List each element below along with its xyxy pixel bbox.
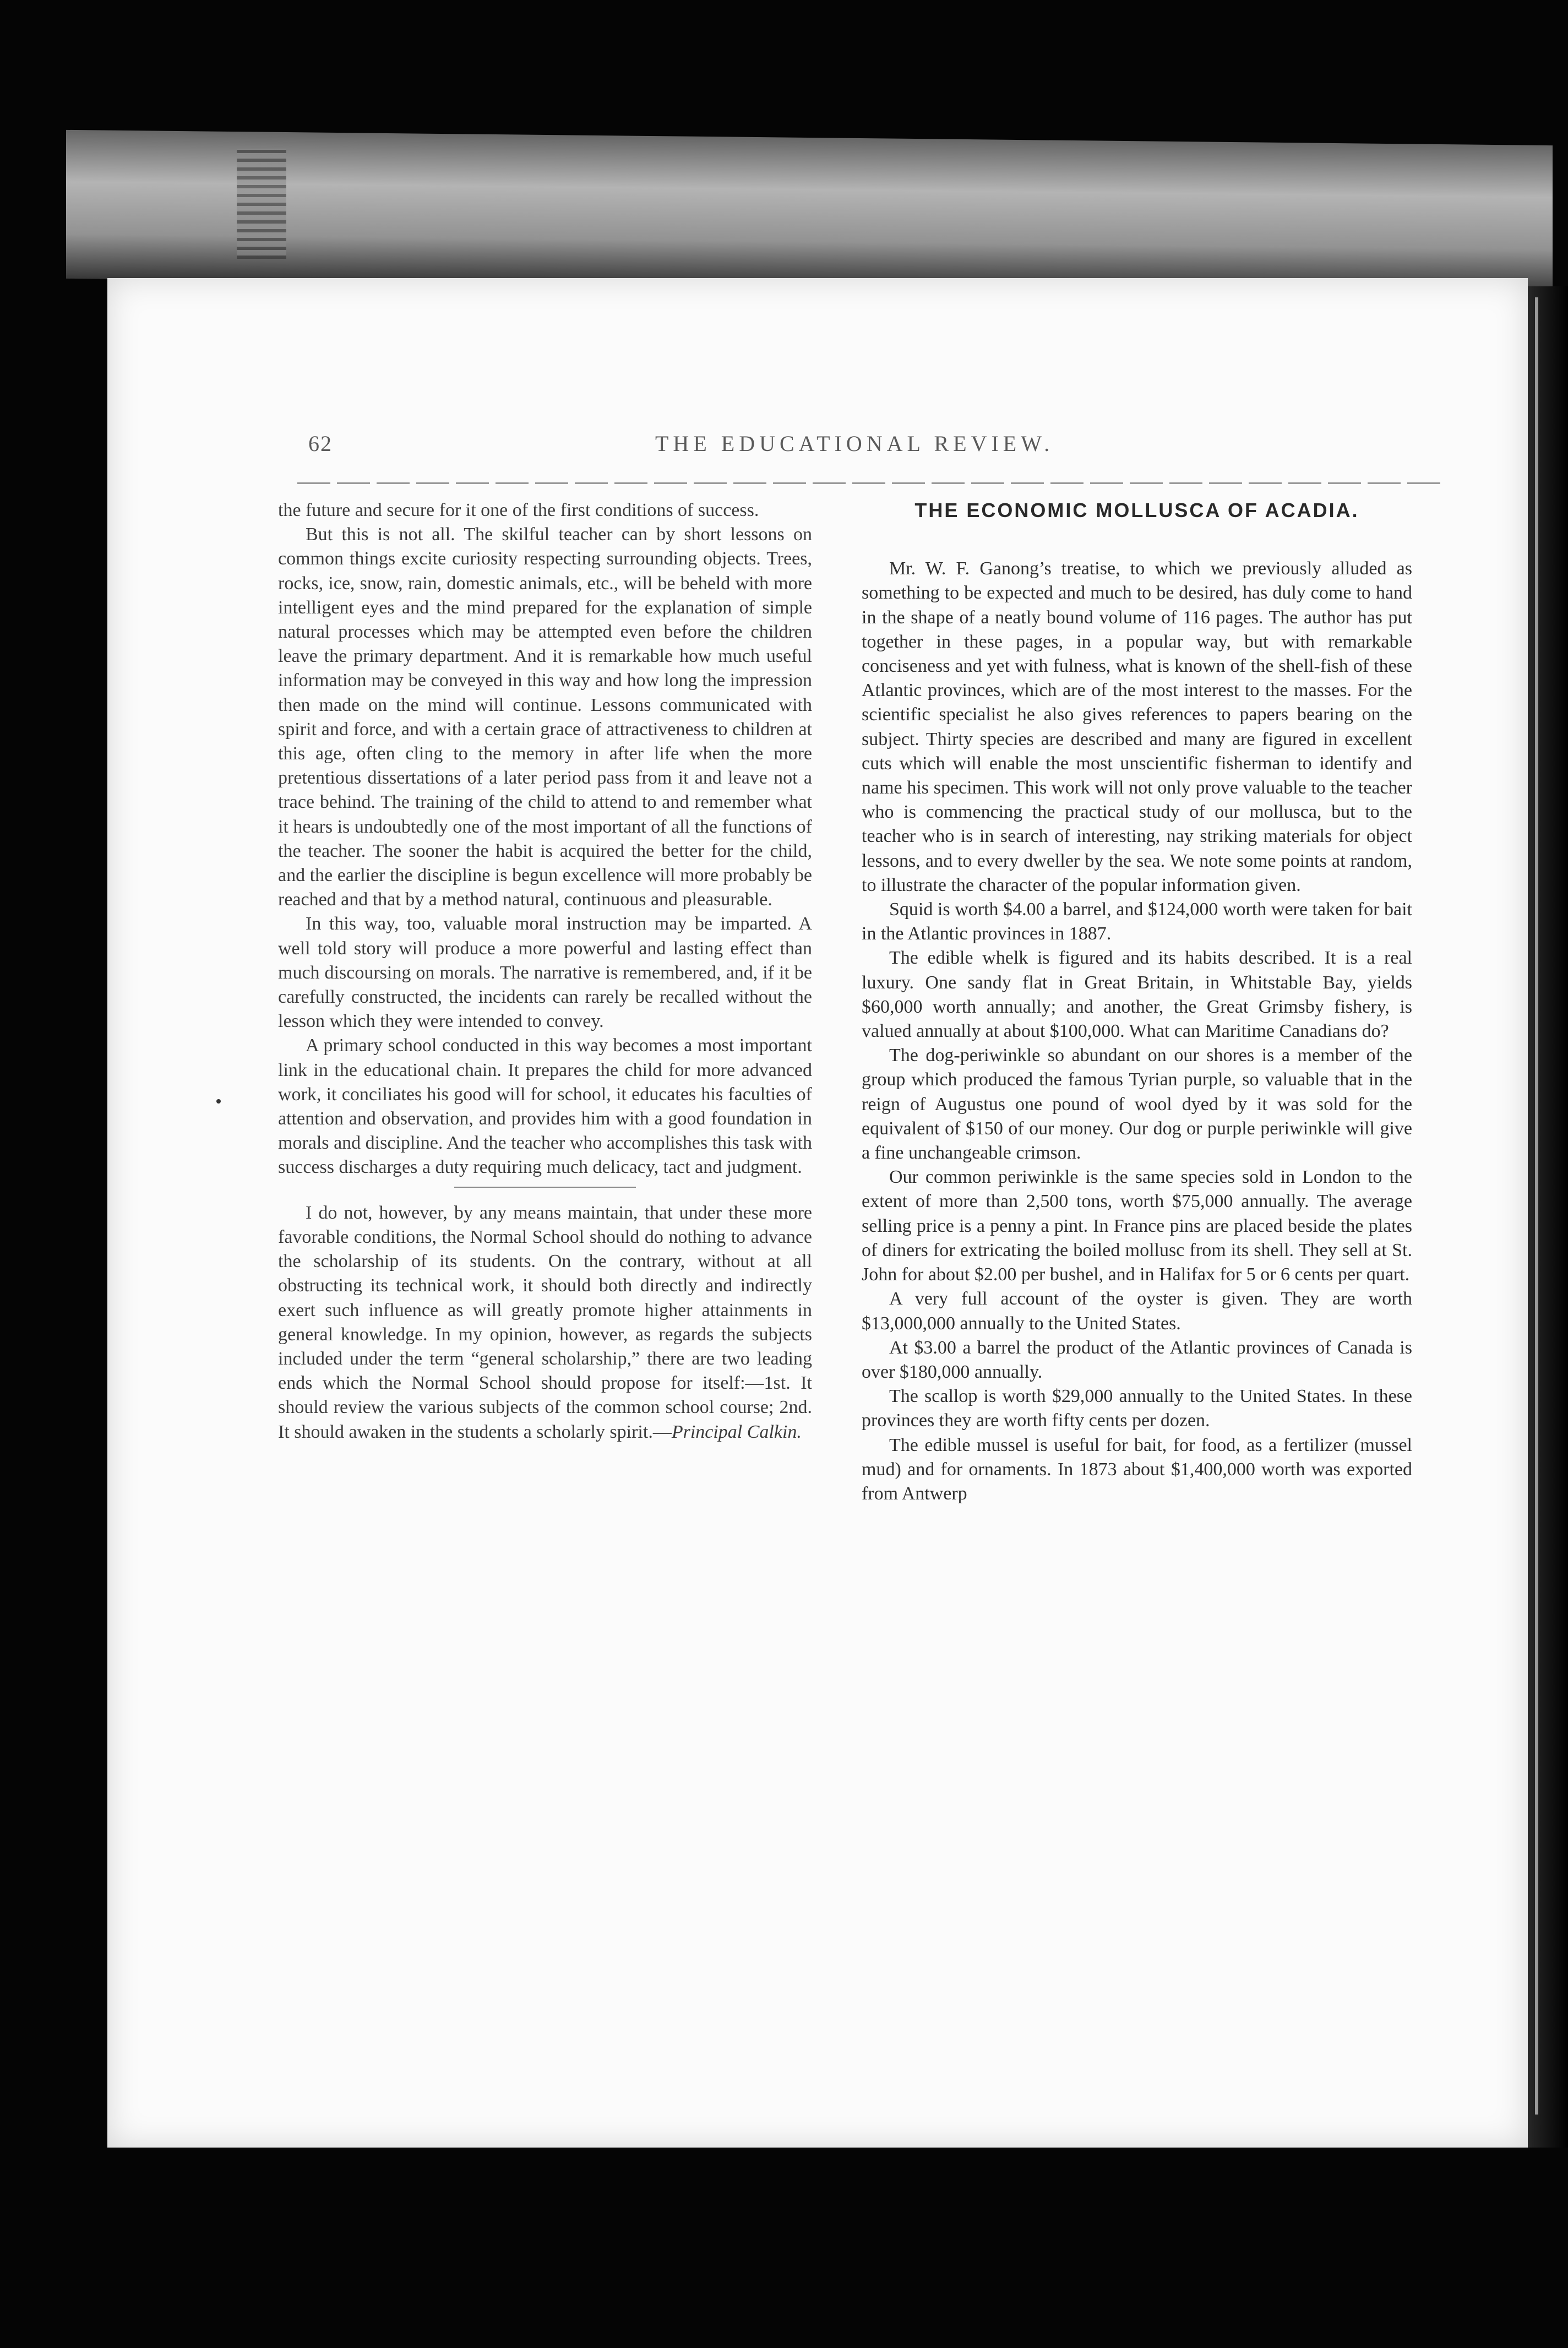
running-head: [308, 431, 1437, 464]
right-paragraph: Our common periwinkle is the same species sold in London to the extent of more than 2,500 tons, worth $75,000 annually. The average selling price is a penny a pint. In France pins are placed beside the plates of diners for extricating the boiled mollusc from its shell. They sell at St. John for about $2.00 per bushel, and in Halifax for 5 or 6 cents per quart.: [862, 1167, 1412, 1285]
left-paragraph: the future and secure for it one of the first conditions of success.: [278, 500, 759, 520]
right-paragraph: Squid is worth $4.00 a barrel, and $124,000 worth were taken for bait in the Atlantic provinces in 1887.: [862, 899, 1412, 944]
margin-dot: [216, 1099, 221, 1104]
journal-title: THE EDUCATIONAL REVIEW.: [655, 431, 1054, 456]
spine-marks: [237, 149, 286, 259]
right-paragraph: The edible mussel is useful for bait, for food, as a fertilizer (mussel mud) and for ornaments. In 1873 about $1,400,000 worth was exported from Antwerp: [862, 1434, 1412, 1504]
article-title: THE ECONOMIC MOLLUSCA OF ACADIA.: [914, 499, 1359, 521]
left-paragraph: But this is not all. The skilful teacher can by short lessons on common things excite curiosity respecting surrounding objects. Trees, rocks, ice, snow, rain, domestic animals, etc., will be beheld with more intelligent eyes and the mind prepared for the explanation of simple natural processes which may be attempted even before the children leave the primary department. And it is remarkable how much useful information may be conveyed in this way and how long the impression then made on the mind will continue. Lessons communicated with spirit and force, and with a certain grace of attractiveness to children at this age, often cling to the memory in after life when the more pretentious dissertations of a later period pass from it and leave not a trace behind. The training of the child to attend to and remember what it hears is undoubtedly one of the most important of all the functions of the teacher. The sooner the habit is acquired the better for the child, and the earlier the discipline is begun excellence will more probably be reached and that by a method natural, continuous and pleasurable.: [278, 524, 812, 910]
right-paragraph: At $3.00 a barrel the product of the Atlantic provinces of Canada is over $180,000 annually.: [862, 1337, 1412, 1382]
right-paragraph: A very full account of the oyster is given. They are worth $13,000,000 annually to the United States.: [862, 1289, 1412, 1334]
right-column: [862, 498, 1412, 1506]
attribution: Principal Calkin.: [671, 1421, 802, 1442]
left-column: [278, 498, 812, 1444]
left-paragraph: In this way, too, valuable moral instruction may be imparted. A well told story will produce a more powerful and lasting effect than much discoursing on morals. The narrative is remembered, and, if it be carefully constructed, the incidents can rarely be recalled without the lesson which they were intended to convey.: [278, 914, 812, 1032]
page-edge-shadow: [1525, 286, 1568, 2148]
left-paragraph: A primary school conducted in this way becomes a most important link in the educational chain. It prepares the child for more advanced work, it conciliates his good will for school, it educates his faculties of attention and observation, and provides him with a good foundation in morals and discipline. And the teacher who accomplishes this task with success discharges a duty requiring much delicacy, tact and judgment.: [278, 1035, 812, 1178]
section-divider: [454, 1187, 636, 1188]
header-rule: [297, 482, 1442, 484]
previous-page-strip: [66, 130, 1553, 294]
left-paragraph-final: [278, 1201, 812, 1444]
right-paragraph: The edible whelk is figured and its habits described. It is a real luxury. One sandy flat in Great Britain, in Whitstable Bay, yields $60,000 worth annually; and another, the Great Grimsby fishery, is valued annually at about $100,000. What can Maritime Canadians do?: [862, 948, 1412, 1042]
right-paragraph: The scallop is worth $29,000 annually to the United States. In these provinces they are worth fifty cents per dozen.: [862, 1386, 1412, 1431]
right-paragraph: Mr. W. F. Ganong’s treatise, to which we previously alluded as something to be expected and much to be desired, has duly come to hand in the shape of a neatly bound volume of 116 pages. The author has put together in these pages, in a popular way, but with remarkable conciseness and yet with fulness, what is known of the shell-fish of these Atlantic provinces, which are of the most interest to the masses. For the scientific specialist he also gives references to papers bearing on the subject. Thirty species are described and many are figured in excellent cuts which will enable the most unscientific fisherman to identify and name his specimen. This work will not only prove valuable to the teacher who is commencing the practical study of our mollusca, but to the teacher who is in search of interesting, nay striking materials for object lessons, and to every dweller by the sea. We note some points at random, to illustrate the character of the popular information given.: [862, 558, 1412, 895]
page-edge-line: [1535, 297, 1538, 2115]
right-paragraph: The dog-periwinkle so abundant on our shores is a member of the group which produced the famous Tyrian purple, so valuable that in the reign of Augustus one pound of wool dyed by it was sold for the equivalent of $150 of our money. Our dog or purple periwinkle will give a fine unchangeable crimson.: [862, 1045, 1412, 1164]
left-paragraph: I do not, however, by any means maintain, that under these more favorable conditions, the Normal School should do nothing to advance the scholarship of its students. On the contrary, without at all obstructing its technical work, it should both directly and indirectly exert such influence as will greatly promote higher attainments in general knowledge. In my opinion, however, as regards the subjects included under the term “general scholarship,” there are two leading ends which the Normal School should propose for itself:—1st. It should review the various subjects of the common school course; 2nd. It should awaken in the students a scholarly spirit.—: [278, 1202, 812, 1442]
page-number: 62: [308, 431, 333, 456]
